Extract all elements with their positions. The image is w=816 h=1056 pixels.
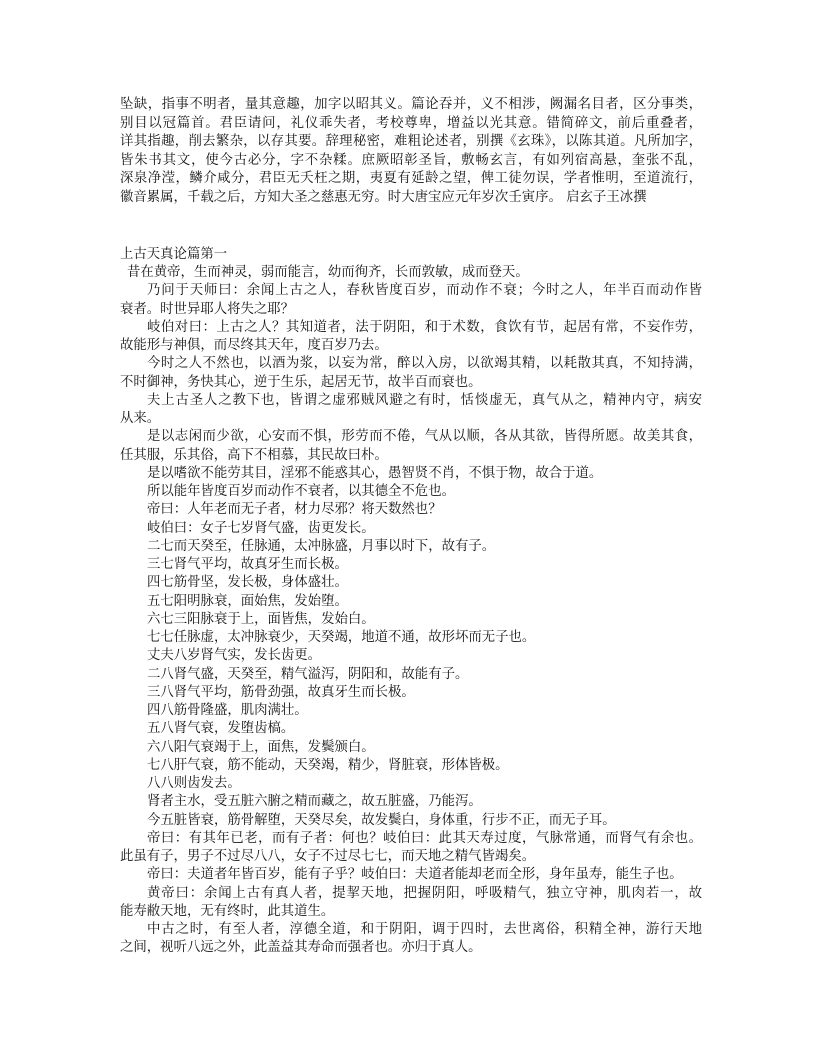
paragraph xyxy=(120,538,702,556)
paragraph-line: 七七任脉虚，太冲脉衰少，天癸竭，地道不通，故形坏而无子也。 xyxy=(147,630,536,645)
paragraph-line: 四八筋骨隆盛，肌肉满壮。 xyxy=(147,703,308,718)
paragraph-line: 肾者主水，受五脏六腑之精而藏之，故五脏盛，乃能泻。 xyxy=(147,794,482,810)
paragraph xyxy=(120,647,702,665)
paragraph-line: 七八肝气衰，筋不能动，天癸竭，精少，肾脏衰，形体皆极。 xyxy=(147,757,509,773)
preface-line: 徽音累属，千载之后，方知大圣之慈惠无穷。时大唐宝应元年岁次壬寅序。 启玄子王冰撰 xyxy=(120,189,647,205)
paragraph xyxy=(120,428,702,465)
paragraph-line: 此虽有子，男子不过尽八八，女子不过尽七七，而天地之精气皆竭矣。 xyxy=(120,849,536,864)
paragraph-line: 衰者。时世异耶人将失之耶？ xyxy=(120,301,295,317)
paragraph xyxy=(120,465,702,483)
paragraph xyxy=(120,593,702,611)
paragraph-line: 帝曰：有其年已老，而有子者：何也？岐伯曰：此其天寿过度，气脉常通，而肾气有余也。 xyxy=(147,830,702,846)
paragraph xyxy=(120,720,702,738)
paragraph xyxy=(120,319,702,356)
paragraph-line: 从来。 xyxy=(120,411,161,426)
paragraph xyxy=(120,501,702,519)
paragraph xyxy=(120,355,702,392)
paragraph-line: 二七而天癸至，任脉通，太冲脉盛，月事以时下，故有子。 xyxy=(147,538,496,554)
paragraph xyxy=(120,830,702,867)
paragraph xyxy=(120,520,702,538)
paragraph-line: 夫上古圣人之教下也，皆谓之虚邪贼风避之有时，恬惔虚无，真气从之，精神内守，病安 xyxy=(147,392,702,408)
paragraph-line: 帝曰：人年老而无子者，材力尽邪？将天数然也？ xyxy=(147,502,442,518)
preface-line: 详其指趣，削去繁杂，以存其要。辞理秘密，难粗论述者，别撰《玄珠》，以陈其道。凡所加字， xyxy=(120,134,702,150)
paragraph xyxy=(120,666,702,684)
paragraph xyxy=(120,282,702,319)
paragraph xyxy=(120,775,702,793)
paragraph xyxy=(120,629,702,647)
paragraph xyxy=(120,866,702,884)
paragraph-line: 帝曰：夫道者年皆百岁，能有子乎？岐伯曰：夫道者能却老而全形，身年虽寿，能生子也。 xyxy=(147,867,683,883)
paragraph xyxy=(120,921,702,958)
paragraph-line: 二八肾气盛，天癸至，精气溢泻，阴阳和，故能有子。 xyxy=(147,666,469,682)
preface-line: 坠缺，指事不明者，量其意趣，加字以昭其义。篇论吞并，义不相涉，阙漏名目者，区分事类， xyxy=(120,97,702,112)
paragraph-line: 任其服，乐其俗，高下不相慕，其民故曰朴。 xyxy=(120,447,388,463)
preface-line: 深泉净滢，鳞介咸分，君臣无夭枉之期，夷夏有延龄之望，俾工徒勿误，学者惟明，至道流行， xyxy=(120,171,702,187)
paragraph-line: 所以能年皆度百岁而动作不衰者，以其德全不危也。 xyxy=(147,484,455,499)
paragraph xyxy=(120,556,702,574)
paragraph-line: 岐伯曰：女子七岁肾气盛，齿更发长。 xyxy=(147,520,375,536)
paragraph-line: 昔在黄帝，生而神灵，弱而能言，幼而徇齐，长而敦敏，成而登天。 xyxy=(127,265,529,280)
paragraph-line: 四七筋骨坚，发长极，身体盛壮。 xyxy=(147,575,348,591)
paragraph xyxy=(120,684,702,702)
paragraph xyxy=(120,574,702,592)
paragraph-line: 六八阳气衰竭于上，面焦，发鬓颁白。 xyxy=(147,739,375,755)
paragraph xyxy=(120,264,702,282)
paragraph xyxy=(120,702,702,720)
paragraph-line: 今五脏皆衰，筋骨解堕，天癸尽矣，故发鬓白，身体重，行步不正，而无子耳。 xyxy=(147,812,616,828)
paragraph-line: 是以嗜欲不能劳其目，淫邪不能惑其心，愚智贤不肖，不惧于物，故合于道。 xyxy=(147,465,603,481)
paragraph xyxy=(120,739,702,757)
paragraph-line: 五八肾气衰，发堕齿槁。 xyxy=(147,721,295,737)
paragraph-line: 黄帝曰：余闻上古有真人者，提挈天地，把握阴阳，呼吸精气，独立守神，肌肉若一，故 xyxy=(147,885,702,901)
paragraph-line: 六七三阳脉衰于上，面皆焦，发始白。 xyxy=(147,611,375,627)
preface-line: 皆朱书其文，使今古必分，字不杂糅。庶厥昭彰圣旨，敷畅玄言，有如列宿高悬，奎张不乱， xyxy=(120,152,702,168)
paragraph xyxy=(120,757,702,775)
paragraph xyxy=(120,812,702,830)
paragraph xyxy=(120,885,702,922)
paragraph-line: 故能形与神俱，而尽终其天年，度百岁乃去。 xyxy=(120,338,388,353)
paragraph-line: 岐伯对曰：上古之人？其知道者，法于阴阳，和于术数，食饮有节，起居有常，不妄作劳， xyxy=(147,319,702,335)
paragraph-line: 五七阳明脉衰，面始焦，发始堕。 xyxy=(147,593,348,609)
paragraph xyxy=(120,392,702,429)
paragraph-line: 丈夫八岁肾气实，发长齿更。 xyxy=(147,648,322,664)
chapter-title-text: 上古天真论篇第一 xyxy=(120,247,228,262)
paragraph xyxy=(120,483,702,501)
paragraph xyxy=(120,793,702,811)
paragraph-line: 乃问于天师曰：余闻上古之人，春秋皆度百岁，而动作不衰；今时之人，年半百而动作皆 xyxy=(147,283,702,299)
paragraph-line: 中古之时，有至人者，淳德全道，和于阴阳，调于四时，去世离俗，积精全神，游行天地 xyxy=(147,922,702,937)
paragraph-line: 不时御神，务快其心，逆于生乐，起居无节，故半百而衰也。 xyxy=(120,374,482,390)
paragraph-line: 之间，视听八远之外，此盖益其寿命而强者也。亦归于真人。 xyxy=(120,940,482,956)
paragraph xyxy=(120,611,702,629)
paragraph-line: 八八则齿发去。 xyxy=(147,776,241,791)
chapter-title xyxy=(120,246,702,264)
paragraph-line: 今时之人不然也，以酒为浆，以妄为常，醉以入房，以欲竭其精，以耗散其真，不知持满， xyxy=(147,356,702,372)
paragraph-line: 能寿敝天地，无有终时，此其道生。 xyxy=(120,903,335,919)
preface-text xyxy=(120,96,702,208)
paragraph-line: 是以志闲而少欲，心安而不惧，形劳而不倦，气从以顺，各从其欲，皆得所愿。故美其食， xyxy=(147,429,702,445)
paragraph-line: 三七肾气平均，故真牙生而长极。 xyxy=(147,557,348,572)
preface-line: 别目以冠篇首。君臣请问，礼仪乖失者，考校尊卑，增益以光其意。错简碎文，前后重叠者， xyxy=(120,115,702,131)
chapter-body xyxy=(120,264,702,958)
paragraph-line: 三八肾气平均，筋骨劲强，故真牙生而长极。 xyxy=(147,684,415,700)
